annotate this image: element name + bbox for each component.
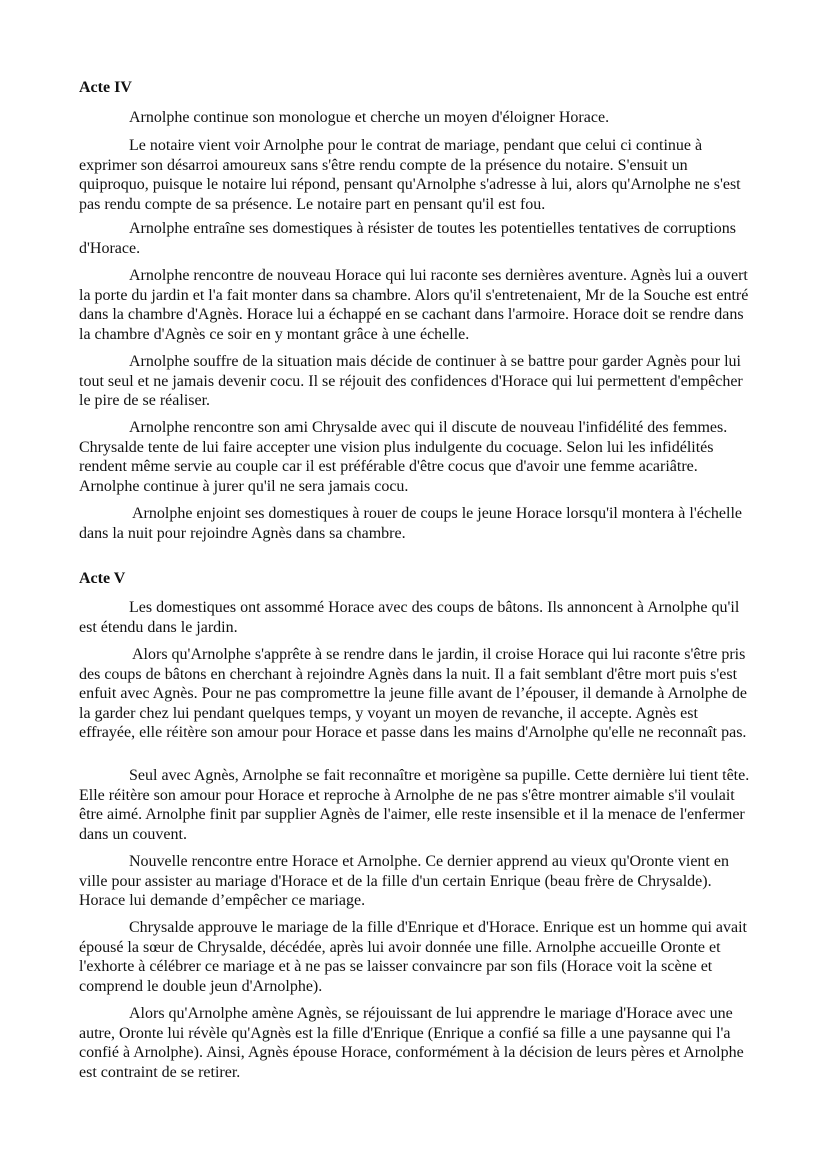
act-v-paragraph-5: Chrysalde approuve le mariage de la fille d'Enrique et d'Horace. Enrique est un homme qui avait épousé la sœur de Chrysalde, décédée, après lui avoir donnée une fille. Arnolphe accueille Oronte et l'exhorte à célébrer ce mariage et à ne pas se laisser convaincre par son fils (Horace voit la scène et comprend le double jeun d'Arnolphe). xyxy=(79,919,747,995)
act-v-paragraph-4: Nouvelle rencontre entre Horace et Arnolphe. Ce dernier apprend au vieux qu'Oronte vient en ville pour assister au mariage d'Horace et de la fille d'un certain Enrique (beau frère de Chrysalde). Horace lui demande d’empêcher ce mariage. xyxy=(79,853,729,909)
act-v-paragraph-3: Seul avec Agnès, Arnolphe se fait reconnaître et morigène sa pupille. Cette dernière lui tient tête. Elle réitère son amour pour Horace et reproche à Arnolphe de ne pas s'être montrer aimable s'il voulait être aimé. Arnolphe finit par supplier Agnès de l'aimer, elle reste insensible et il la menace de l'enfermer dans un couvent. xyxy=(79,767,750,843)
act-iv-paragraph-6: Arnolphe rencontre son ami Chrysalde avec qui il discute de nouveau l'infidélité des femmes. Chrysalde tente de lui faire accepter une vision plus indulgente du cocuage. Selon lui les infidélités rendent même servie au couple car il est préférable d'être cocus que d'avoir une femme acariâtre. Arnolphe continue à jurer qu'il ne sera jamais cocu. xyxy=(79,419,728,495)
act-iv-paragraph-3: Arnolphe entraîne ses domestiques à résister de toutes les potentielles tentatives de corruptions d'Horace. xyxy=(79,220,736,257)
act-iv-paragraph-2: Le notaire vient voir Arnolphe pour le contrat de mariage, pendant que celui ci continue à exprimer son désarroi amoureux sans s'être rendu compte de la présence du notaire. S'ensuit un quiproquo, puisque le notaire lui répond, pensant qu'Arnolphe s'adresse à lui, alors qu'Arnolphe ne s'est pas rendu compte de sa présence. Le notaire part en pensant qu'il est fou. xyxy=(79,137,741,213)
act-v-paragraph-1: Les domestiques ont assommé Horace avec des coups de bâtons. Ils annoncent à Arnolphe qu'il est étendu dans le jardin. xyxy=(79,599,740,636)
act-v-paragraph-6: Alors qu'Arnolphe amène Agnès, se réjouissant de lui apprendre le mariage d'Horace avec une autre, Oronte lui révèle qu'Agnès est la fille d'Enrique (Enrique a confié sa fille a une paysanne qui l'a confié à Arnolphe). Ainsi, Agnès épouse Horace, conformément à la décision de leurs pères et Arnolphe est contraint de se retirer. xyxy=(79,1005,744,1081)
act-iv-paragraph-7: Arnolphe enjoint ses domestiques à rouer de coups le jeune Horace lorsqu'il montera à l'échelle dans la nuit pour rejoindre Agnès dans sa chambre. xyxy=(79,505,743,542)
act-iv-heading: Acte IV xyxy=(79,79,132,96)
act-v-heading: Acte V xyxy=(79,570,126,587)
act-v-paragraph-2: Alors qu'Arnolphe s'apprête à se rendre dans le jardin, il croise Horace qui lui raconte s'être pris des coups de bâtons en cherchant à rejoindre Agnès dans la nuit. Il a fait semblant d'être mort puis s'est enfuit avec Agnès. Pour ne pas compromettre la jeune fille avant de l’épouser, il demande à Arnolphe de la garder chez lui pendant quelques temps, y voyant un moyen de revanche, il accepte. Agnès est effrayée, elle réitère son amour pour Horace et passe dans les mains d'Arnolphe qu'elle ne reconnaît pas. xyxy=(79,646,748,741)
act-iv-paragraph-5: Arnolphe souffre de la situation mais décide de continuer à se battre pour garder Agnès pour lui tout seul et ne jamais devenir cocu. Il se réjouit des confidences d'Horace qui lui permettent d'empêcher le pire de se réaliser. xyxy=(79,353,743,409)
act-iv-paragraph-1: Arnolphe continue son monologue et cherche un moyen d'éloigner Horace. xyxy=(129,109,610,126)
act-iv-paragraph-4: Arnolphe rencontre de nouveau Horace qui lui raconte ses dernières aventure. Agnès lui a ouvert la porte du jardin et l'a fait monter dans sa chambre. Alors qu'il s'entretenaient, Mr de la Souche est entré dans la chambre d'Agnès. Horace lui a échappé en se cachant dans l'armoire. Horace doit se rendre dans la chambre d'Agnès ce soir en y montant grâce à une échelle. xyxy=(79,267,749,343)
